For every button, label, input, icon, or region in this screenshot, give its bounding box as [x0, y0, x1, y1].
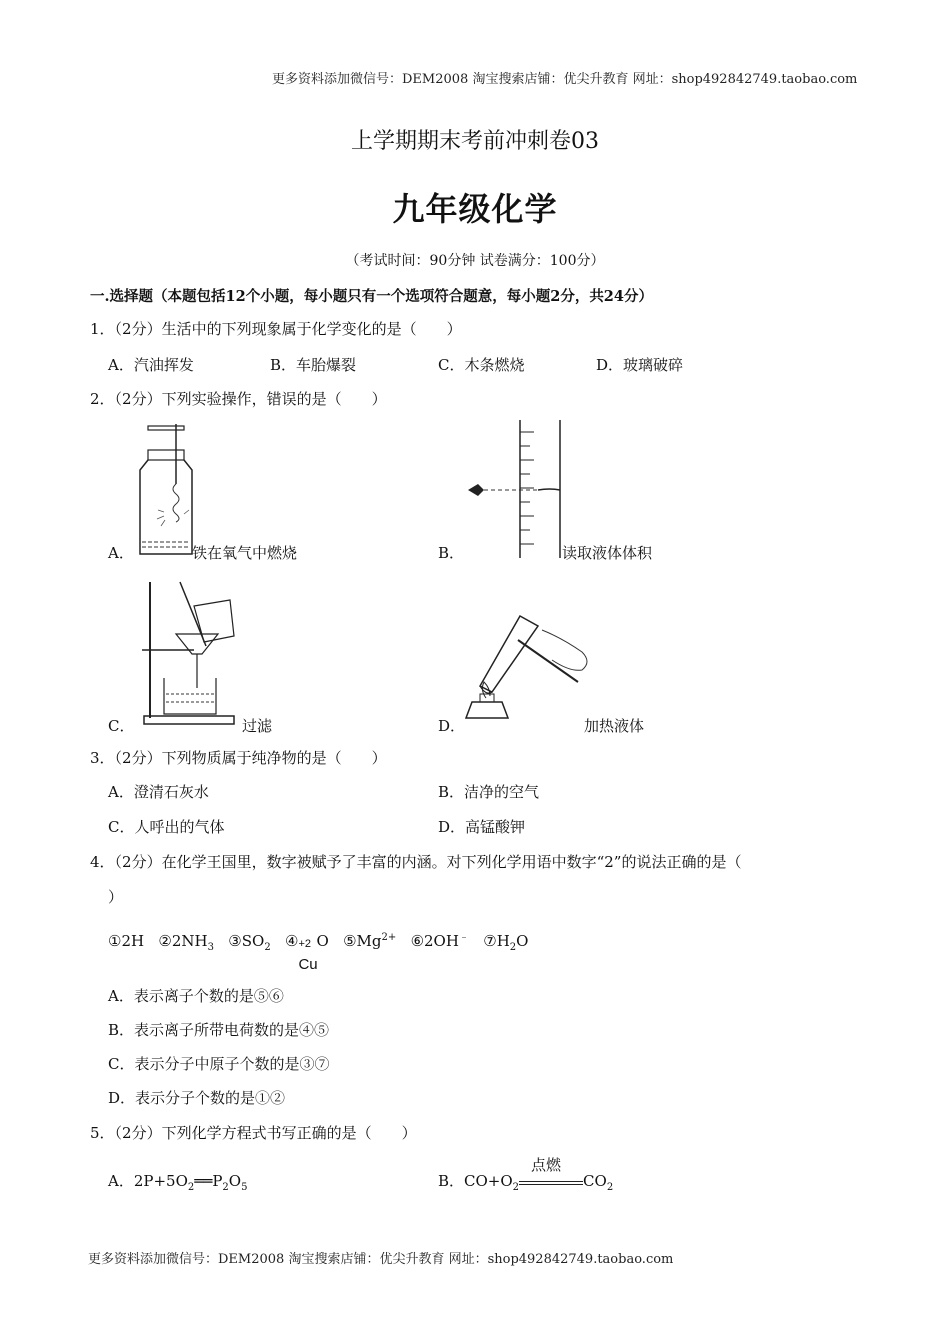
- exam-title: 上学期期末考前冲刺卷03: [351, 129, 599, 154]
- q1-option-b: B．车胎爆裂: [270, 356, 357, 374]
- q2-stem: 2．（2分）下列实验操作，错误的是（ ）: [90, 390, 387, 408]
- q3-option-d: D．高锰酸钾: [438, 818, 526, 836]
- q2-option-c-caption: 过滤: [242, 717, 273, 735]
- graduated-cylinder-diagram: [460, 420, 570, 560]
- symbol-2: $②2NH_3$: [158, 932, 214, 953]
- q2-option-d-caption: 加热液体: [584, 717, 645, 735]
- q3-option-c: C．人呼出的气体: [108, 818, 225, 836]
- symbol-4: ④ +2 Cu O: [285, 932, 329, 973]
- q2-option-c-letter: C．: [108, 717, 135, 735]
- reaction-condition-arrow: 点燃: [519, 1174, 583, 1190]
- q1-option-d: D．玻璃破碎: [596, 356, 684, 374]
- footer-watermark: 更多资料添加微信号：DEM2008 淘宝搜索店铺：优尖升教育 网址：shop492842749.taobao.com: [88, 1252, 674, 1267]
- symbol-1: ①2H: [108, 932, 145, 950]
- heating-liquid-diagram: [458, 612, 594, 736]
- q2-option-b-letter: B．: [438, 544, 465, 562]
- q3-stem: 3．（2分）下列物质属于纯净物的是（ ）: [90, 749, 387, 767]
- q4-option-d: D．表示分子个数的是①②: [108, 1089, 286, 1107]
- q5-option-a: A．$2P+5O_2══P_2O_5$: [108, 1172, 248, 1193]
- symbol-7: $⑦H_2O$: [483, 932, 529, 953]
- q1-option-a: A．汽油挥发: [108, 356, 194, 374]
- q4-option-b: B．表示离子所带电荷数的是④⑤: [108, 1021, 330, 1039]
- symbol-3: $③SO_2$: [228, 932, 271, 953]
- q3-option-b: B．洁净的空气: [438, 783, 540, 801]
- iron-burning-diagram: [134, 424, 198, 558]
- exam-info: （考试时间：90分钟 试卷满分：100分）: [345, 253, 605, 269]
- q4-stem-continuation: ）: [108, 888, 124, 906]
- q3-option-a: A．澄清石灰水: [108, 783, 209, 801]
- q2-option-b-caption: 读取液体体积: [562, 544, 653, 562]
- symbol-6: ⑥2OH﹣: [410, 932, 469, 950]
- q2-option-a-caption: 铁在氧气中燃烧: [192, 544, 298, 562]
- q4-option-a: A．表示离子个数的是⑤⑥: [108, 987, 284, 1005]
- q4-option-c: C．表示分子中原子个数的是③⑦: [108, 1055, 330, 1073]
- header-watermark: 更多资料添加微信号：DEM2008 淘宝搜索店铺：优尖升教育 网址：shop492842749.taobao.com: [272, 72, 858, 87]
- q5-stem: 5．（2分）下列化学方程式书写正确的是（ ）: [90, 1124, 417, 1142]
- q1-option-c: C．木条燃烧: [438, 356, 525, 374]
- q1-stem: 1．（2分）生活中的下列现象属于化学变化的是（ ）: [90, 320, 462, 338]
- q5-option-b: B．$CO+O_2$ 点燃 $CO_2$: [438, 1157, 614, 1193]
- filtration-diagram: [134, 582, 246, 728]
- q2-option-d-letter: D．: [438, 717, 466, 735]
- q4-stem: 4．（2分）在化学王国里，数字被赋予了丰富的内涵。对下列化学用语中数字“2”的说法正确的是（: [90, 853, 742, 871]
- symbol-5: $⑤Mg^{2+}$: [343, 932, 397, 950]
- q2-option-a-letter: A．: [108, 544, 134, 562]
- section-heading: 一.选择题（本题包括12个小题，每小题只有一个选项符合题意，每小题2分，共24分）: [90, 288, 653, 305]
- q4-symbols-row: [108, 928, 529, 973]
- subject-title: 九年级化学: [392, 190, 558, 228]
